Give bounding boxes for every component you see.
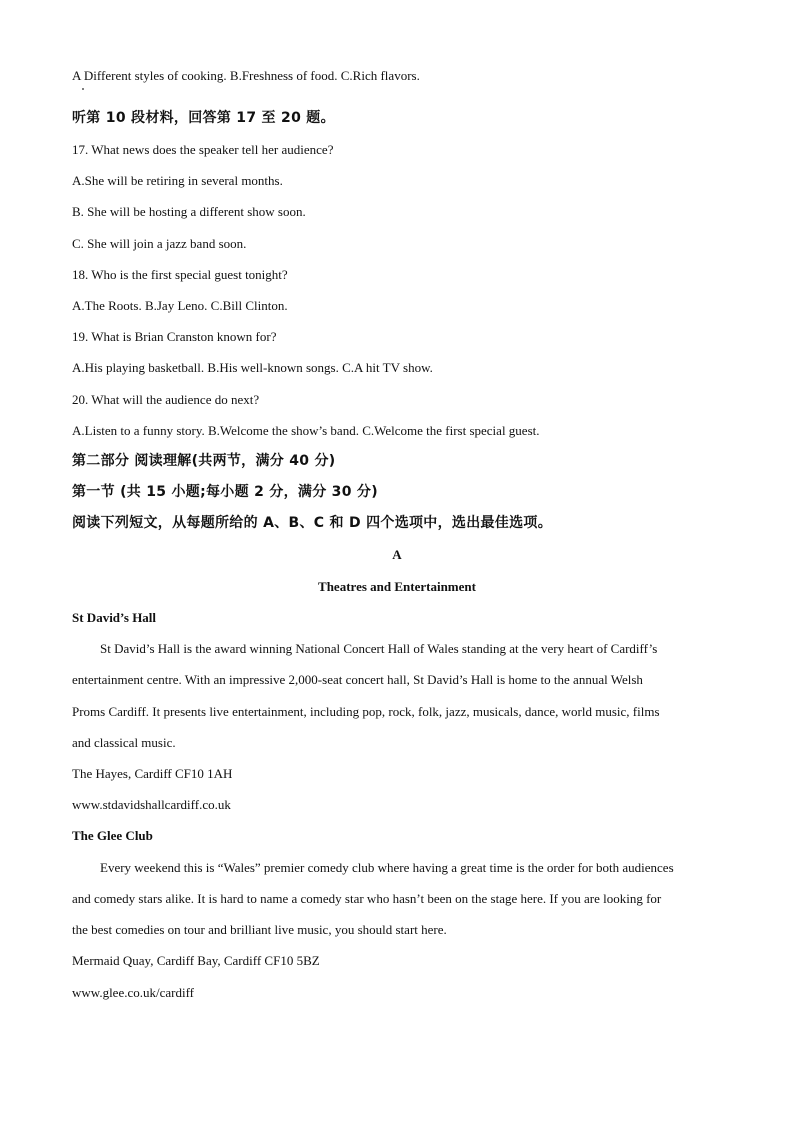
section-one-heading: 第一节 (共 15 小题;每小题 2 分，满分 30 分)	[72, 484, 378, 500]
question-20: 20. What will the audience do next?	[72, 392, 260, 407]
passage-title: Theatres and Entertainment	[318, 579, 476, 594]
venue-website: www.stdavidshallcardiff.co.uk	[72, 797, 231, 812]
paragraph-line: and comedy stars alike. It is hard to name a comedy star who hasn’t been on the stage here. If you are looking for	[72, 891, 662, 906]
paragraph-line: Every weekend this is “Wales” premier comedy club where having a great time is the order for both audiences	[100, 860, 674, 875]
q17-option-c: C. She will join a jazz band soon.	[72, 236, 247, 251]
reading-instruction: 阅读下列短文，从每题所给的 A、B、C 和 D 四个选项中，选出最佳选项。	[72, 515, 552, 531]
q20-options: A.Listen to a funny story. B.Welcome the show’s band. C.Welcome the first special guest.	[72, 423, 540, 438]
paragraph-line: Proms Cardiff. It presents live entertainment, including pop, rock, folk, jazz, musicals, dance, world music, films	[72, 704, 660, 719]
paragraph-line: the best comedies on tour and brilliant live music, you should start here.	[72, 922, 447, 937]
q18-options: A.The Roots. B.Jay Leno. C.Bill Clinton.	[72, 298, 288, 313]
stray-dot-mark	[82, 88, 84, 90]
question-19: 19. What is Brian Cranston known for?	[72, 329, 277, 344]
section-instruction-10: 听第 10 段材料，回答第 17 至 20 题。	[72, 110, 335, 126]
venue-website: www.glee.co.uk/cardiff	[72, 985, 195, 1000]
paragraph-line: St David’s Hall is the award winning National Concert Hall of Wales standing at the very heart of Cardiff’s	[100, 641, 658, 656]
paragraph-line: entertainment centre. With an impressive 2,000-seat concert hall, St David’s Hall is home to the annual Welsh	[72, 672, 643, 687]
venue-heading-glee-club: The Glee Club	[72, 828, 153, 843]
venue-heading-st-davids: St David’s Hall	[72, 610, 157, 625]
q17-option-b: B. She will be hosting a different show soon.	[72, 204, 306, 219]
question-17: 17. What news does the speaker tell her audience?	[72, 142, 334, 157]
paragraph-line: and classical music.	[72, 735, 176, 750]
q19-options: A.His playing basketball. B.His well-known songs. C.A hit TV show.	[72, 360, 433, 375]
q17-option-a: A.She will be retiring in several months.	[72, 173, 283, 188]
question-18: 18. Who is the first special guest tonight?	[72, 267, 288, 282]
venue-address: The Hayes, Cardiff CF10 1AH	[72, 766, 233, 781]
q16-options: A Different styles of cooking. B.Freshness of food. C.Rich flavors.	[72, 68, 420, 83]
part-two-heading: 第二部分 阅读理解(共两节，满分 40 分)	[72, 453, 336, 469]
venue-address: Mermaid Quay, Cardiff Bay, Cardiff CF10 5BZ	[72, 953, 320, 968]
passage-label: A	[392, 547, 402, 562]
